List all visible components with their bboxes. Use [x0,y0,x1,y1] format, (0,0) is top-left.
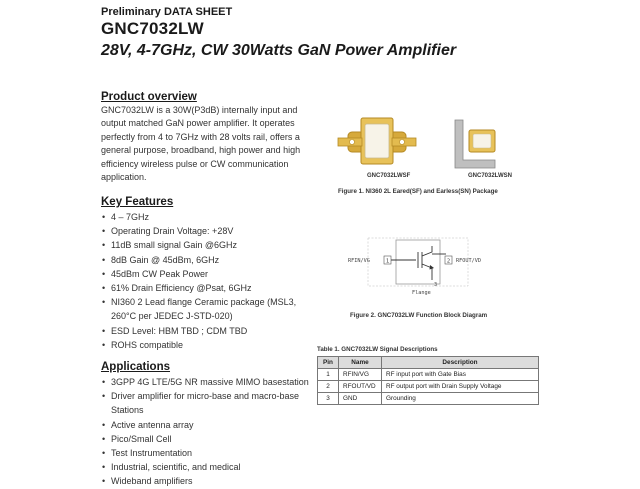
features-list [101,210,316,352]
pin2-label: 2 [446,258,451,265]
table-header-row [318,357,539,369]
rfout-label: RFOUT/VD [456,258,481,264]
application-item: • Driver amplifier for micro-base and macro-base Stations [101,389,316,417]
figure1-caption: Figure 1. NI360 2L Eared(SF) and Earless(SN) Package [338,188,498,195]
document-subtitle: 28V, 4-7GHz, CW 30Watts GaN Power Amplifier [101,42,457,59]
column-header: Pin [318,357,339,369]
feature-item: • 61% Drain Efficiency @Psat, 6GHz [101,281,316,295]
earless-package-image [455,120,495,168]
overview-text: GNC7032LW is a 30W(P3dB) internally input and output matched GaN power amplifier. It operates perfectly from 4 to 7GHz with 28 volts rail, offers a general purpose, broadband, high power and high efficiency wireless pulse or CW communication application. [101,105,301,183]
signal-table [317,356,539,405]
feature-item: • 45dBm CW Peak Power [101,267,316,281]
application-item: • 3GPP 4G LTE/5G NR massive MIMO basestation [101,375,316,389]
pin-cell: 3 [318,393,339,405]
name-cell: GND [339,393,382,405]
application-item: • Industrial, scientific, and medical [101,460,316,474]
flange-label: Flange [412,290,431,296]
features-heading: Key Features [101,196,174,208]
application-item: • Active antenna array [101,418,316,432]
application-item: • Pico/Small Cell [101,432,316,446]
package-label-sf: GNC7032LWSF [367,173,411,179]
table-row [318,381,539,393]
feature-item: • ROHS compatible [101,338,316,352]
package-photos [335,110,525,175]
pin-cell: 1 [318,369,339,381]
document-label: Preliminary DATA SHEET [101,6,233,18]
feature-item: • 4 – 7GHz [101,210,316,224]
applications-heading: Applications [101,361,171,373]
feature-item: • Operating Drain Voltage: +28V [101,224,316,238]
feature-item: • ESD Level: HBM TBD ; CDM TBD [101,324,316,338]
pin1-label: 1 [385,258,390,265]
application-item: • Test Instrumentation [101,446,316,460]
figure2-caption: Figure 2. GNC7032LW Function Block Diagram [350,312,488,319]
description-cell: RF output port with Drain Supply Voltage [382,381,539,393]
name-cell: RFIN/VG [339,369,382,381]
name-cell: RFOUT/VD [339,381,382,393]
application-item: • Wideband amplifiers [101,474,316,488]
description-cell: RF input port with Gate Bias [382,369,539,381]
pin3-label: 3 [434,282,438,288]
feature-item: • 8dB Gain @ 45dBm, 6GHz [101,253,316,267]
part-number: GNC7032LW [101,19,204,38]
pin-cell: 2 [318,381,339,393]
table-row [318,369,539,381]
rfin-label: RFIN/VG [348,258,370,264]
column-header: Description [382,357,539,369]
column-header: Name [339,357,382,369]
eared-package-image [338,118,416,164]
feature-item: • NI360 2 Lead flange Ceramic package (MSL3, 260°C per JEDEC J-STD-020) [101,295,316,323]
applications-list [101,375,316,489]
function-block-diagram [340,232,500,302]
table-row [318,393,539,405]
feature-item: • 11dB small signal Gain @6GHz [101,238,316,252]
description-cell: Grounding [382,393,539,405]
overview-heading: Product overview [101,91,197,103]
package-label-sn: GNC7032LWSN [468,173,513,179]
table-title: Table 1. GNC7032LW Signal Descriptions [317,346,438,353]
